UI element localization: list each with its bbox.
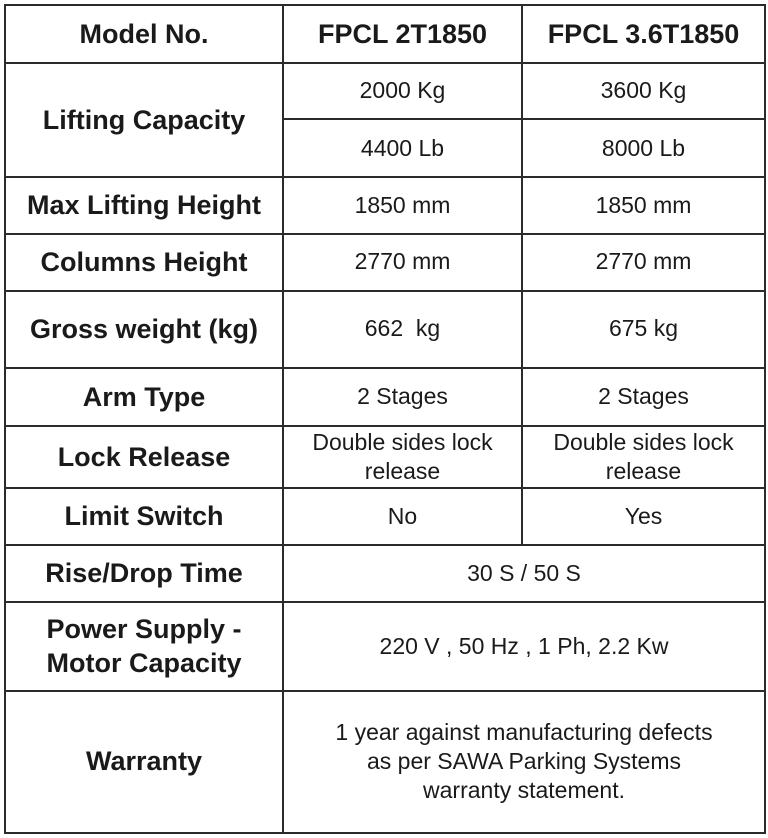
power-supply-value: 220 V , 50 Hz , 1 Ph, 2.2 Kw xyxy=(283,602,765,690)
arm-type-a: 2 Stages xyxy=(283,368,522,426)
max-lifting-height-label: Max Lifting Height xyxy=(5,177,283,233)
model-a-header: FPCL 2T1850 xyxy=(283,5,522,63)
lifting-capacity-b-lb: 8000 Lb xyxy=(522,119,765,177)
lifting-capacity-a-lb: 4400 Lb xyxy=(283,119,522,177)
warranty-line2: as per SAWA Parking Systems xyxy=(366,748,681,775)
arm-type-b: 2 Stages xyxy=(522,368,765,426)
columns-height-label: Columns Height xyxy=(5,234,283,291)
max-lifting-height-row xyxy=(5,177,765,233)
lock-release-b-line1: Double sides lock xyxy=(553,428,734,455)
gross-weight-row xyxy=(5,291,765,368)
arm-type-row xyxy=(5,368,765,426)
model-b-header: FPCL 3.6T1850 xyxy=(522,5,765,63)
lifting-capacity-label: Lifting Capacity xyxy=(5,63,283,177)
gross-weight-label: Gross weight (kg) xyxy=(5,291,283,368)
lock-release-a xyxy=(283,426,522,488)
rise-drop-time-row xyxy=(5,545,765,602)
warranty-value xyxy=(283,691,765,833)
limit-switch-row xyxy=(5,488,765,545)
limit-switch-label: Limit Switch xyxy=(5,488,283,545)
gross-weight-a: 662 kg xyxy=(283,291,522,368)
limit-switch-b: Yes xyxy=(522,488,765,545)
lock-release-label: Lock Release xyxy=(5,426,283,488)
lock-release-b xyxy=(522,426,765,488)
rise-drop-time-label: Rise/Drop Time xyxy=(5,545,283,602)
warranty-line1: 1 year against manufacturing defects xyxy=(335,718,713,745)
power-supply-label-line2: Motor Capacity xyxy=(46,648,242,679)
max-lifting-height-b: 1850 mm xyxy=(522,177,765,233)
lock-release-b-line2: release xyxy=(605,457,682,484)
power-supply-row xyxy=(5,602,765,690)
power-supply-label xyxy=(5,602,283,690)
warranty-label: Warranty xyxy=(5,691,283,833)
columns-height-a: 2770 mm xyxy=(283,234,522,291)
warranty-line3: warranty statement. xyxy=(423,777,625,804)
rise-drop-time-value: 30 S / 50 S xyxy=(283,545,765,602)
header-row xyxy=(5,5,765,63)
arm-type-label: Arm Type xyxy=(5,368,283,426)
power-supply-label-line1: Power Supply - xyxy=(46,613,242,644)
spec-table xyxy=(4,4,766,834)
lock-release-row xyxy=(5,426,765,488)
columns-height-row xyxy=(5,234,765,291)
lifting-capacity-b-kg: 3600 Kg xyxy=(522,63,765,119)
lifting-capacity-a-kg: 2000 Kg xyxy=(283,63,522,119)
max-lifting-height-a: 1850 mm xyxy=(283,177,522,233)
gross-weight-b: 675 kg xyxy=(522,291,765,368)
warranty-row xyxy=(5,691,765,833)
lifting-capacity-row xyxy=(5,63,765,119)
lock-release-a-line1: Double sides lock xyxy=(312,428,493,455)
model-label: Model No. xyxy=(5,5,283,63)
lock-release-a-line2: release xyxy=(364,457,441,484)
limit-switch-a: No xyxy=(283,488,522,545)
columns-height-b: 2770 mm xyxy=(522,234,765,291)
